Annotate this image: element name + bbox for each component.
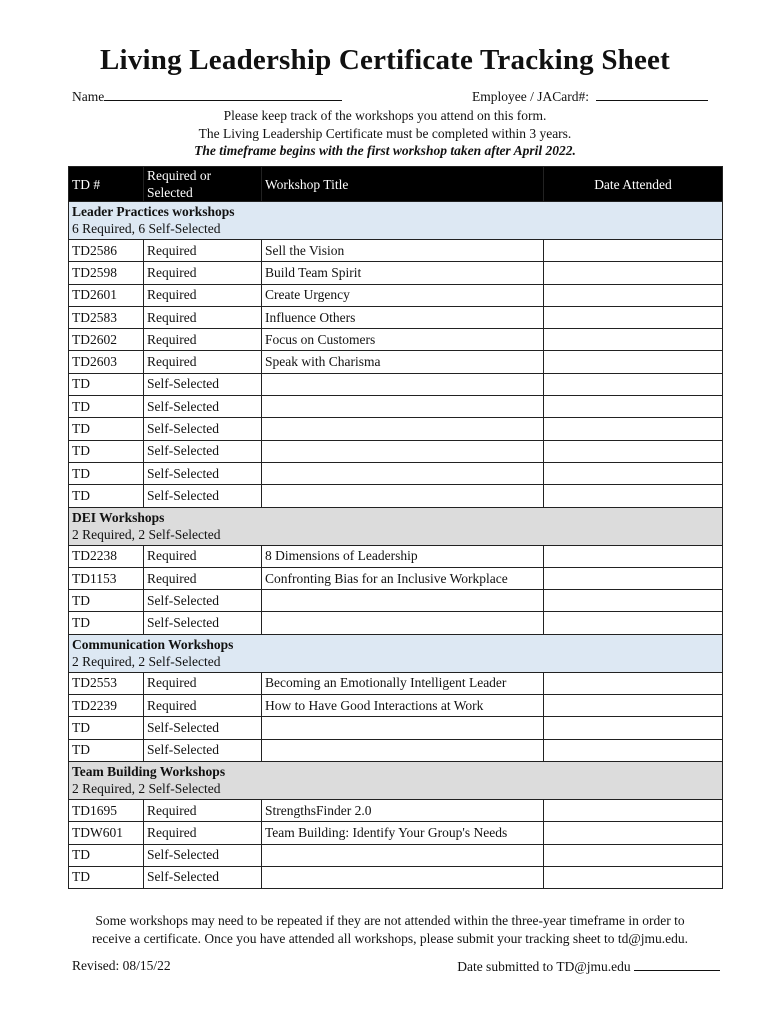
requirement-cell: Self-Selected	[144, 866, 262, 888]
date-attended-cell[interactable]	[544, 485, 723, 507]
workshop-title-cell: How to Have Good Interactions at Work	[262, 695, 544, 717]
td-number-cell: TD2586	[69, 240, 144, 262]
workshop-title-cell	[262, 844, 544, 866]
td-number-cell: TD	[69, 590, 144, 612]
workshop-title-cell	[262, 440, 544, 462]
table-row	[69, 567, 723, 589]
date-attended-cell[interactable]	[544, 440, 723, 462]
section-header-row	[69, 634, 723, 672]
table-row	[69, 396, 723, 418]
workshop-title-cell: 8 Dimensions of Leadership	[262, 545, 544, 567]
footer-note: Some workshops may need to be repeated if they are not attended within the three-year timeframe in order to receive a certificate. Once you have attended all workshops, please submit your tracking sheet to td@jmu.edu.	[91, 913, 689, 946]
td-number-cell: TDW601	[69, 822, 144, 844]
requirement-cell: Self-Selected	[144, 485, 262, 507]
table-row	[69, 440, 723, 462]
date-attended-cell[interactable]	[544, 306, 723, 328]
requirement-cell: Self-Selected	[144, 717, 262, 739]
requirement-cell: Required	[144, 672, 262, 694]
td-number-cell: TD	[69, 844, 144, 866]
page-title: Living Leadership Certificate Tracking Sheet	[100, 44, 670, 76]
table-row	[69, 306, 723, 328]
td-number-cell: TD	[69, 418, 144, 440]
instruction-line-2: The Living Leadership Certificate must be completed within 3 years.	[198, 126, 572, 141]
date-attended-cell[interactable]	[544, 612, 723, 634]
requirement-cell: Required	[144, 284, 262, 306]
workshop-title-cell	[262, 418, 544, 440]
workshop-title-cell	[262, 462, 544, 484]
workshop-title-cell: Focus on Customers	[262, 329, 544, 351]
table-row	[69, 240, 723, 262]
table-row	[69, 822, 723, 844]
requirement-cell: Required	[144, 329, 262, 351]
workshop-title-cell: Becoming an Emotionally Intelligent Leader	[262, 672, 544, 694]
section-header-cell	[69, 202, 723, 240]
workshop-title-cell	[262, 717, 544, 739]
instruction-line-1: Please keep track of the workshops you attend on this form.	[223, 108, 547, 123]
requirement-cell: Required	[144, 822, 262, 844]
table-row	[69, 590, 723, 612]
td-number-cell: TD1695	[69, 799, 144, 821]
date-attended-cell[interactable]	[544, 672, 723, 694]
employee-label: Employee / JACard#:	[472, 89, 589, 104]
table-row	[69, 672, 723, 694]
table-row	[69, 866, 723, 888]
employee-blank-line[interactable]	[596, 88, 708, 101]
tracking-table	[68, 166, 723, 889]
date-attended-cell[interactable]	[544, 462, 723, 484]
td-number-cell: TD2553	[69, 672, 144, 694]
table-row	[69, 545, 723, 567]
date-attended-cell[interactable]	[544, 545, 723, 567]
requirement-cell: Required	[144, 306, 262, 328]
workshop-title-cell: Influence Others	[262, 306, 544, 328]
section-description: 2 Required, 2 Self-Selected	[72, 780, 221, 796]
section-name: Leader Practices workshops	[72, 204, 235, 219]
table-row	[69, 612, 723, 634]
section-description: 2 Required, 2 Self-Selected	[72, 526, 221, 542]
workshop-title-cell: Build Team Spirit	[262, 262, 544, 284]
td-number-cell: TD	[69, 462, 144, 484]
workshop-title-cell	[262, 485, 544, 507]
date-attended-cell[interactable]	[544, 799, 723, 821]
requirement-cell: Self-Selected	[144, 373, 262, 395]
table-row	[69, 717, 723, 739]
name-label: Name	[72, 89, 105, 104]
workshop-title-cell: Confronting Bias for an Inclusive Workplace	[262, 567, 544, 589]
requirement-cell: Required	[144, 240, 262, 262]
date-attended-cell[interactable]	[544, 418, 723, 440]
section-header-row	[69, 507, 723, 545]
section-name: Communication Workshops	[72, 636, 234, 652]
date-attended-cell[interactable]	[544, 844, 723, 866]
table-row	[69, 418, 723, 440]
table-row	[69, 799, 723, 821]
requirement-cell: Self-Selected	[144, 739, 262, 761]
table-row	[69, 462, 723, 484]
column-header-td: TD #	[69, 167, 144, 202]
td-number-cell: TD2583	[69, 306, 144, 328]
td-number-cell: TD1153	[69, 567, 144, 589]
td-number-cell: TD2602	[69, 329, 144, 351]
table-body	[69, 202, 723, 889]
date-submitted-label: Date submitted to TD@jmu.edu	[457, 959, 631, 974]
td-number-cell: TD	[69, 612, 144, 634]
date-attended-cell[interactable]	[544, 329, 723, 351]
requirement-cell: Required	[144, 262, 262, 284]
td-number-cell: TD	[69, 440, 144, 462]
workshop-title-cell: Team Building: Identify Your Group's Needs	[262, 822, 544, 844]
workshop-title-cell: Speak with Charisma	[262, 351, 544, 373]
table-row	[69, 284, 723, 306]
date-attended-cell[interactable]	[544, 822, 723, 844]
column-header-title: Workshop Title	[262, 167, 544, 202]
table-row	[69, 844, 723, 866]
section-name: Team Building Workshops	[72, 763, 226, 779]
section-description: 2 Required, 2 Self-Selected	[72, 653, 221, 669]
td-number-cell: TD2601	[69, 284, 144, 306]
date-attended-cell[interactable]	[544, 373, 723, 395]
workshop-title-cell	[262, 373, 544, 395]
workshop-title-cell	[262, 739, 544, 761]
column-header-date: Date Attended	[544, 167, 723, 202]
date-attended-cell[interactable]	[544, 717, 723, 739]
requirement-cell: Self-Selected	[144, 462, 262, 484]
table-row	[69, 351, 723, 373]
date-attended-cell[interactable]	[544, 351, 723, 373]
requirement-cell: Self-Selected	[144, 418, 262, 440]
section-description: 6 Required, 6 Self-Selected	[72, 221, 221, 236]
td-number-cell: TD2238	[69, 545, 144, 567]
td-number-cell: TD2239	[69, 695, 144, 717]
workshop-title-cell	[262, 866, 544, 888]
td-number-cell: TD	[69, 717, 144, 739]
workshop-title-cell: Sell the Vision	[262, 240, 544, 262]
column-header-required: Required or Selected	[144, 167, 262, 202]
td-number-cell: TD	[69, 396, 144, 418]
workshop-title-cell	[262, 396, 544, 418]
table-row	[69, 485, 723, 507]
requirement-cell: Self-Selected	[144, 440, 262, 462]
workshop-title-cell: Create Urgency	[262, 284, 544, 306]
section-header-row	[69, 202, 723, 240]
table-row	[69, 373, 723, 395]
requirement-cell: Required	[144, 545, 262, 567]
section-header-cell	[69, 507, 723, 545]
date-attended-cell[interactable]	[544, 590, 723, 612]
table-row	[69, 329, 723, 351]
table-row	[69, 695, 723, 717]
td-number-cell: TD	[69, 373, 144, 395]
date-submitted-field[interactable]	[457, 958, 720, 975]
requirement-cell: Required	[144, 799, 262, 821]
date-submitted-blank-line[interactable]	[634, 958, 720, 971]
requirement-cell: Self-Selected	[144, 396, 262, 418]
td-number-cell: TD	[69, 485, 144, 507]
workshop-title-cell	[262, 590, 544, 612]
table-row	[69, 262, 723, 284]
requirement-cell: Self-Selected	[144, 612, 262, 634]
date-attended-cell[interactable]	[544, 739, 723, 761]
date-attended-cell[interactable]	[544, 240, 723, 262]
section-header-row	[69, 761, 723, 799]
section-name: DEI Workshops	[72, 509, 165, 525]
td-number-cell: TD2598	[69, 262, 144, 284]
date-attended-cell[interactable]	[544, 866, 723, 888]
td-number-cell: TD2603	[69, 351, 144, 373]
employee-field[interactable]	[472, 88, 708, 105]
instruction-line-3: The timeframe begins with the first workshop taken after April 2022.	[194, 143, 576, 158]
name-field[interactable]	[72, 88, 342, 105]
date-attended-cell[interactable]	[544, 396, 723, 418]
requirement-cell: Required	[144, 567, 262, 589]
td-number-cell: TD	[69, 739, 144, 761]
date-attended-cell[interactable]	[544, 262, 723, 284]
workshop-title-cell	[262, 612, 544, 634]
table-row	[69, 739, 723, 761]
date-attended-cell[interactable]	[544, 695, 723, 717]
requirement-cell: Self-Selected	[144, 590, 262, 612]
name-blank-line[interactable]	[104, 88, 342, 101]
date-attended-cell[interactable]	[544, 284, 723, 306]
workshop-title-cell: StrengthsFinder 2.0	[262, 799, 544, 821]
requirement-cell: Self-Selected	[144, 844, 262, 866]
section-header-cell	[69, 761, 723, 799]
date-attended-cell[interactable]	[544, 567, 723, 589]
td-number-cell: TD	[69, 866, 144, 888]
requirement-cell: Required	[144, 695, 262, 717]
requirement-cell: Required	[144, 351, 262, 373]
revised-date: Revised: 08/15/22	[72, 958, 171, 973]
section-header-cell	[69, 634, 723, 672]
table-header-row	[69, 167, 723, 202]
